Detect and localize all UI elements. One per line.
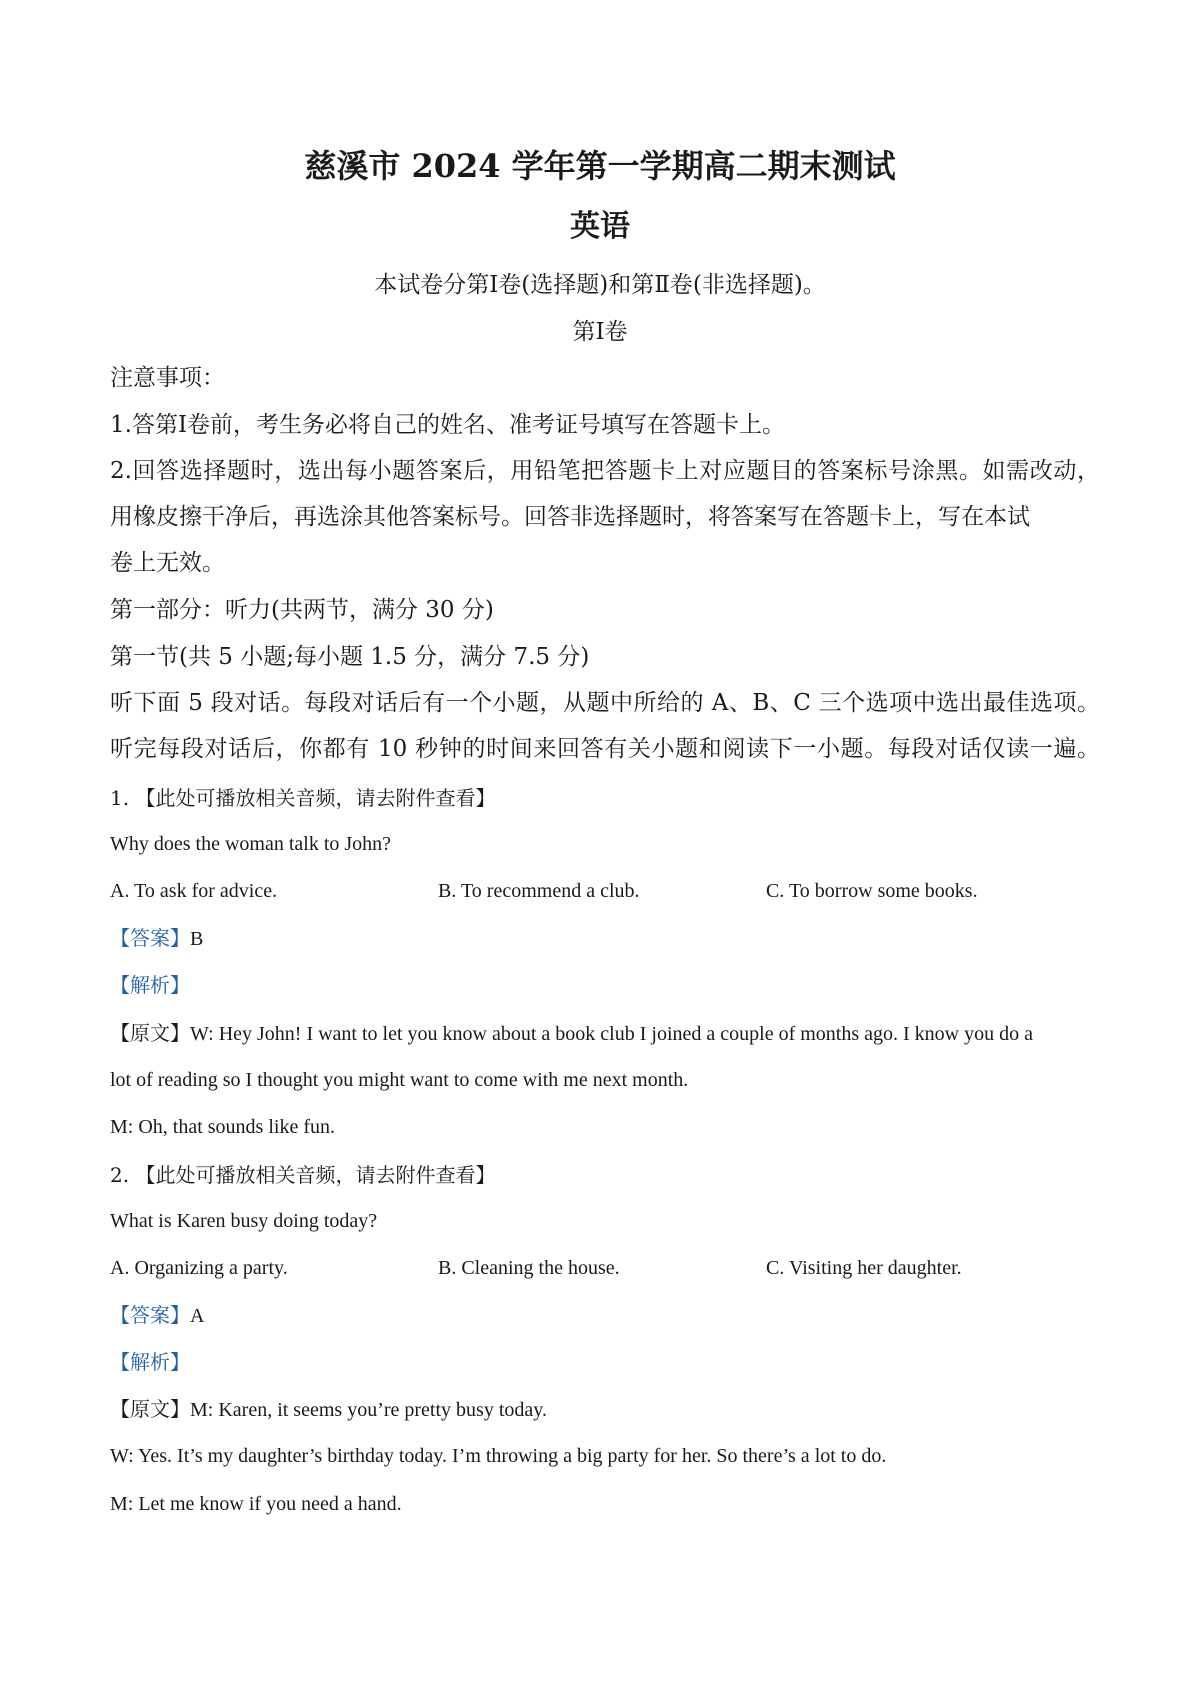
instructions-line-2: 听完每段对话后，你都有 10 秒钟的时间来回答有关小题和阅读下一小题。每段对话仅读一遍。	[110, 736, 1100, 762]
q1-source-line-1	[110, 1018, 1033, 1048]
section-1-heading: 第一节(共 5 小题;每小题 1.5 分，满分 7.5 分)	[110, 644, 590, 670]
q1-option-c: C. To borrow some books.	[766, 880, 978, 902]
notes-heading: 注意事项：	[110, 365, 225, 391]
q2-answer-row	[110, 1300, 204, 1330]
q1-analysis-label: 【解析】	[110, 973, 190, 997]
q2-source-line-3: M: Let me know if you need a hand.	[110, 1493, 402, 1515]
q1-option-a: A. To ask for advice.	[110, 880, 278, 902]
part-1-heading: 第一部分：听力(共两节，满分 30 分)	[110, 597, 494, 623]
q1-answer-label: 【答案】	[110, 926, 190, 950]
q2-analysis-label: 【解析】	[110, 1350, 190, 1374]
exam-intro: 本试卷分第Ⅰ卷(选择题)和第Ⅱ卷(非选择题)。	[374, 272, 826, 298]
note-1: 1.答第Ⅰ卷前，考生务必将自己的姓名、准考证号填写在答题卡上。	[110, 412, 786, 438]
q2-option-b: B. Cleaning the house.	[438, 1257, 620, 1279]
q2-answer-value: A	[190, 1305, 205, 1327]
q1-answer-row	[110, 923, 203, 953]
q1-source-line-2: lot of reading so I thought you might want to come with me next month.	[110, 1069, 689, 1091]
q2-source-text-1: M: Karen, it seems you’re pretty busy today.	[190, 1399, 547, 1421]
q1-option-b: B. To recommend a club.	[438, 880, 640, 902]
subject-title: 英语	[570, 209, 630, 244]
q1-source-line-3: M: Oh, that sounds like fun.	[110, 1116, 335, 1138]
q2-source-line-1	[110, 1394, 547, 1424]
q2-answer-label: 【答案】	[110, 1303, 190, 1327]
q2-source-line-2: W: Yes. It’s my daughter’s birthday today. I’m throwing a big party for her. So there’s a lot to do.	[110, 1445, 887, 1467]
q1-audio-prompt[interactable]: 1. 【此处可播放相关音频，请去附件查看】	[110, 786, 496, 810]
q1-source-label: 【原文】	[110, 1021, 190, 1045]
q1-question: Why does the woman talk to John?	[110, 833, 392, 855]
note-2-line-2: 用橡皮擦干净后，再选涂其他答案标号。回答非选择题时，将答案写在答题卡上，写在本试	[110, 504, 1030, 530]
volume-heading: 第Ⅰ卷	[572, 319, 628, 345]
q1-answer-value: B	[190, 928, 204, 950]
instructions-line-1: 听下面 5 段对话。每段对话后有一个小题，从题中所给的 A、B、C 三个选项中选出最佳选项。	[110, 690, 1100, 716]
note-2-line-1: 2.回答选择题时，选出每小题答案后，用铅笔把答题卡上对应题目的答案标号涂黑。如需改动，	[110, 458, 1100, 484]
page-title: 慈溪市 2024 学年第一学期高二期末测试	[304, 147, 896, 185]
note-2-line-3: 卷上无效。	[110, 550, 225, 576]
q2-question: What is Karen busy doing today?	[110, 1210, 378, 1232]
q2-option-c: C. Visiting her daughter.	[766, 1257, 962, 1279]
q1-source-text-1: W: Hey John! I want to let you know about a book club I joined a couple of months ago. I know you do a	[190, 1023, 1033, 1045]
q2-source-label: 【原文】	[110, 1397, 190, 1421]
q2-audio-prompt[interactable]: 2. 【此处可播放相关音频，请去附件查看】	[110, 1163, 496, 1187]
q2-option-a: A. Organizing a party.	[110, 1257, 288, 1279]
